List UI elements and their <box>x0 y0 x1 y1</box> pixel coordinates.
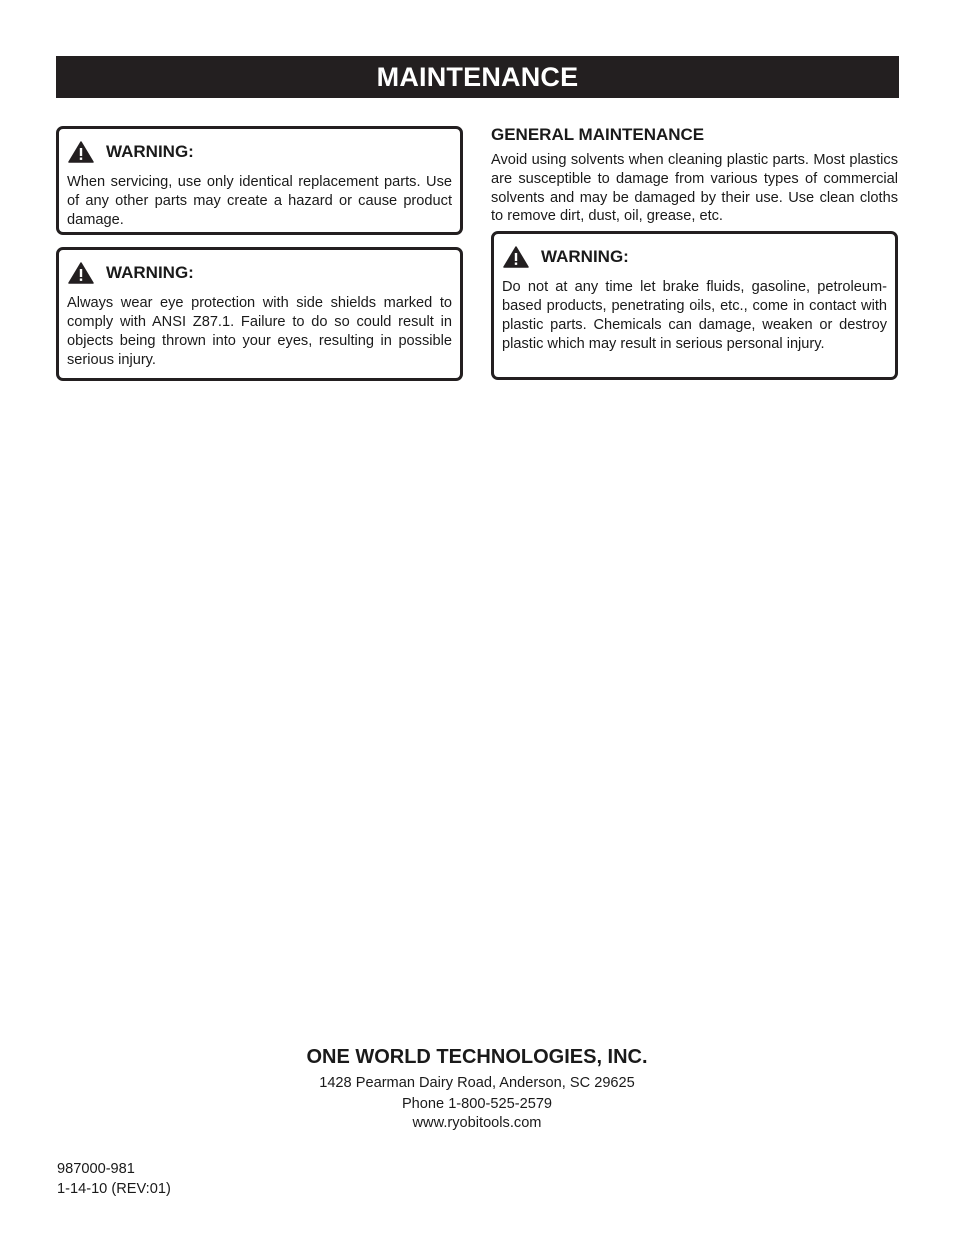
warning-label: WARNING: <box>106 142 194 161</box>
warning-triangle-icon <box>503 246 529 268</box>
warning-box-replacement-parts <box>56 126 463 235</box>
company-phone: Phone 1-800-525-2579 <box>401 1096 553 1112</box>
warning-triangle-icon <box>68 141 94 163</box>
warning-label: WARNING: <box>541 247 629 266</box>
company-website: www.ryobitools.com <box>412 1115 542 1131</box>
warning-box-chemicals <box>491 231 898 380</box>
warning-header <box>67 262 452 284</box>
document-number: 987000-981 <box>57 1161 135 1177</box>
company-address: 1428 Pearman Dairy Road, Anderson, SC 29625 <box>319 1075 635 1091</box>
warning-label: WARNING: <box>106 263 194 282</box>
warning-triangle-icon <box>68 262 94 284</box>
company-name: ONE WORLD TECHNOLOGIES, INC. <box>306 1046 648 1068</box>
warning-header <box>67 141 452 163</box>
warning-box-eye-protection <box>56 247 463 381</box>
page-title-banner <box>56 56 899 98</box>
warning-text: Do not at any time let brake fluids, gasoline, petroleum-based products, penetrating oils, etc., come in contact with plastic parts. Chemicals can damage, weaken or destroy plastic which may result in serious personal injury. <box>502 279 887 352</box>
warning-text: When servicing, use only identical replacement parts. Use of any other parts may create a hazard or cause product damage. <box>67 174 452 228</box>
document-revision: 1-14-10 (REV:01) <box>57 1181 171 1197</box>
general-maintenance-text: Avoid using solvents when cleaning plastic parts. Most plastics are susceptible to damage from various types of commercial solvents and may be damaged by their use. Use clean cloths to remove dirt, dust, oil, grease, etc. <box>491 152 898 225</box>
warning-text: Always wear eye protection with side shields marked to comply with ANSI Z87.1. Failure to do so could result in objects being thrown into your eyes, resulting in possible serious injury. <box>67 295 452 368</box>
general-maintenance-heading: GENERAL MAINTENANCE <box>491 125 705 144</box>
page-title: MAINTENANCE <box>376 61 579 92</box>
warning-header <box>502 246 887 268</box>
